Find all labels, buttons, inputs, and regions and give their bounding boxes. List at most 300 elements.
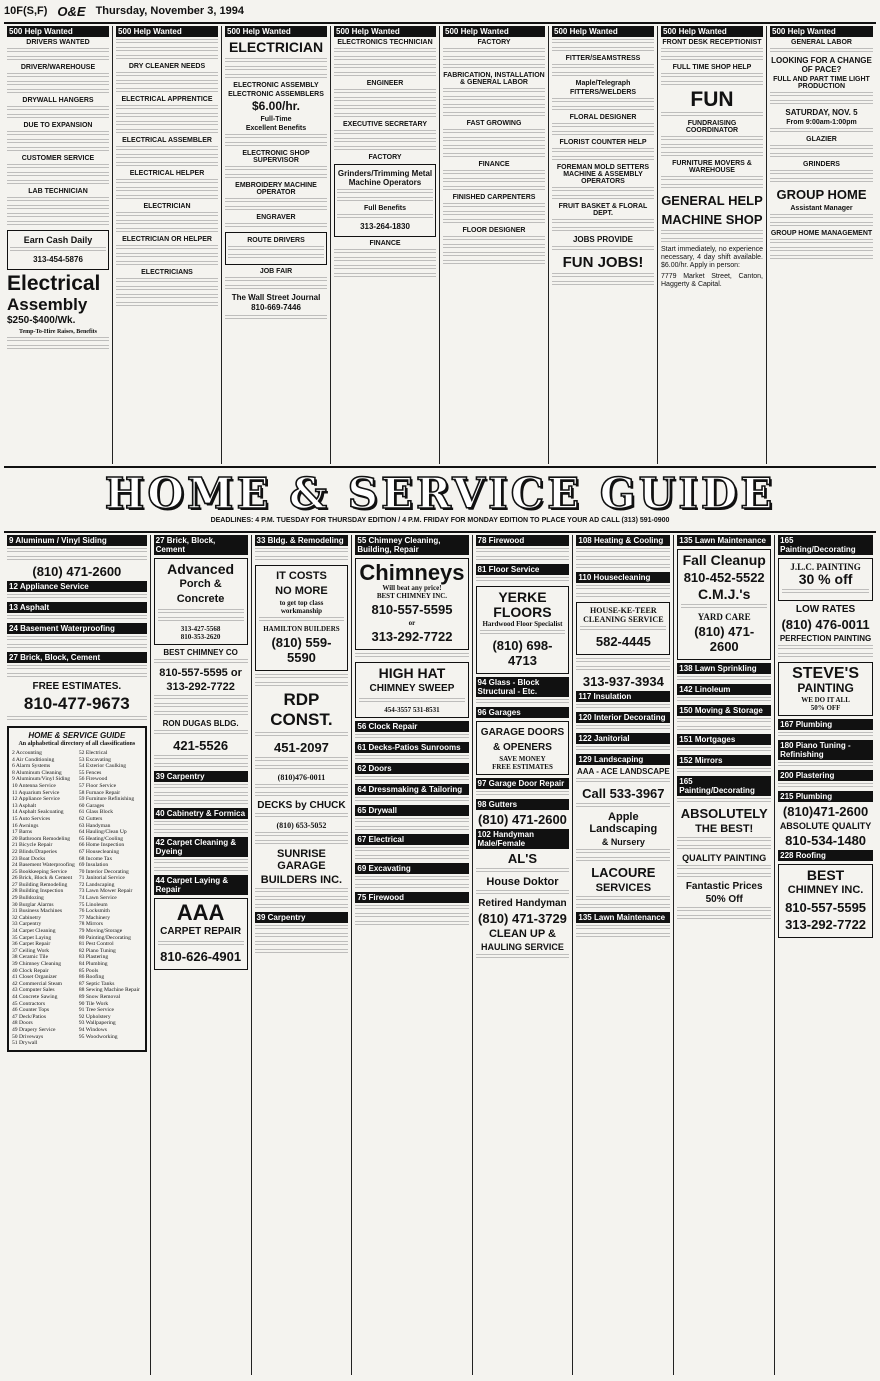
business-name: PAINTING	[797, 681, 854, 695]
ad-title: GLAZIER	[806, 136, 837, 143]
index-entry: 68 Income Tax	[78, 855, 113, 862]
category-header: 96 Garages	[476, 707, 570, 718]
business-name: RDP CONST.	[270, 690, 333, 729]
phone-number: 313-292-7722	[166, 681, 235, 693]
phone-number: 810-353-2620	[180, 633, 221, 641]
ad-title: DRIVER/WAREHOUSE	[20, 64, 96, 71]
category-header: 120 Interior Decorating	[576, 712, 670, 723]
index-entry: 83 Plastering	[78, 954, 109, 961]
index-entry: 38 Ceramic Tile	[12, 954, 49, 961]
index-entry: 30 Burglar Alarms	[12, 901, 54, 908]
category-header: 67 Electrical	[355, 834, 468, 845]
section-header: 500 Help Wanted	[443, 26, 545, 37]
ad-headline: IT COSTS	[276, 570, 327, 582]
service-directory	[4, 535, 876, 1375]
index-entry: 73 Lawn Mower Repair	[78, 888, 133, 895]
index-entry: 79 Moving/Storage	[78, 928, 123, 935]
index-entry: 62 Gutters	[78, 815, 103, 822]
category-header: 75 Firewood	[355, 892, 468, 903]
index-entry: 61 Glass Block	[78, 809, 114, 816]
ad-title: FAST GROWING	[466, 120, 522, 127]
service-column	[473, 535, 574, 1375]
business-name: BEST	[806, 867, 845, 883]
ad-tagline: Hardwood Floor Specialist	[482, 620, 563, 628]
ad-title: DRY CLEANER NEEDS	[128, 63, 206, 70]
index-entry: 23 Boat Docks	[12, 855, 46, 862]
index-entry: 2 Accounting	[12, 750, 42, 756]
business-name: CLEAN UP &	[488, 928, 556, 940]
phone-number: 810-669-7446	[251, 303, 301, 312]
category-header: 165 Painting/Decorating	[677, 776, 771, 796]
index-entry: 11 Aquarium Service	[12, 789, 60, 796]
category-header: 108 Heating & Cooling	[576, 535, 670, 546]
phone-number: 810-557-5595	[785, 900, 867, 915]
help-wanted-column	[4, 26, 113, 464]
phone-number: (810) 653-5052	[276, 821, 327, 830]
index-entry: 52 Electrical	[78, 750, 108, 756]
business-name: YERKE FLOORS	[493, 589, 552, 620]
business-name: SUNRISE GARAGE	[276, 848, 326, 872]
phone-number: 810-477-9673	[23, 694, 130, 713]
category-header: 110 Housecleaning	[576, 572, 670, 583]
index-entry: 41 Closet Organizer	[12, 974, 57, 981]
index-entry: 15 Auto Services	[12, 815, 51, 822]
ad-headline: FUN JOBS!	[562, 254, 644, 271]
ad-title: ELECTRONIC ASSEMBLY	[233, 82, 319, 89]
ad-title: DUE TO EXPANSION	[23, 122, 93, 129]
ad-title: ELECTRONICS TECHNICIAN	[337, 39, 433, 46]
business-name: ABSOLUTELY	[680, 806, 768, 821]
section-header: 500 Help Wanted	[552, 26, 654, 37]
index-entry: 42 Commercial Steam	[12, 980, 63, 987]
business-name: Chimneys	[359, 560, 465, 585]
category-header: 27 Brick, Block, Cement	[7, 652, 147, 663]
index-entry: 28 Building Inspection	[12, 888, 64, 895]
ad-title: GROUP HOME MANAGEMENT	[770, 230, 873, 237]
help-wanted-column	[440, 26, 549, 464]
newspaper-page	[4, 0, 876, 1381]
section-header: 500 Help Wanted	[7, 26, 109, 37]
phone-number: 810-452-5522	[683, 570, 765, 585]
ad-title: ELECTRICAL APPRENTICE	[121, 96, 213, 103]
index-entry: 10 Antenna Service	[12, 782, 56, 789]
service-column	[573, 535, 674, 1375]
ad-title: FLORIST COUNTER HELP	[559, 139, 647, 146]
masthead-rule	[4, 22, 876, 24]
index-entry: 59 Furniture Refinishing	[78, 796, 135, 803]
index-entry: 46 Counter Tops	[12, 1007, 50, 1014]
category-header: 12 Appliance Service	[7, 581, 147, 592]
index-entry: 67 Housecleaning	[78, 848, 120, 855]
phone-number: 313-292-7722	[785, 917, 867, 932]
ad-title: LAB TECHNICIAN	[28, 188, 88, 195]
phone-number: 810-626-4901	[160, 949, 242, 964]
business-name: Advanced	[167, 561, 235, 577]
business-name: C.M.J.'s	[698, 586, 751, 602]
phone-number: (810) 471-2600	[694, 624, 755, 654]
category-header: 13 Asphalt	[7, 602, 147, 613]
ad-title: Grinders/Trimming Metal Machine Operators	[337, 169, 433, 187]
carpet-repair-ad	[154, 898, 248, 970]
business-name: SERVICES	[595, 882, 652, 894]
high-hat-ad	[355, 662, 468, 718]
section-rule	[4, 466, 876, 468]
section-header: 500 Help Wanted	[770, 26, 873, 37]
index-entry: 27 Building Remodeling	[12, 881, 68, 888]
service-column	[352, 535, 472, 1375]
help-wanted-column	[222, 26, 331, 464]
phone-number: Call 533-3967	[582, 786, 665, 801]
business-name: CHIMNEY SWEEP	[369, 683, 455, 694]
chimneys-ad	[355, 558, 468, 650]
service-column	[151, 535, 252, 1375]
category-header: 122 Janitorial	[576, 733, 670, 744]
phone-number: (810) 476-0011	[781, 617, 870, 632]
pay-rate: $250-$400/Wk.	[7, 315, 76, 326]
index-entry: 71 Janitorial Service	[78, 875, 125, 882]
index-entry: 65 Heating/Cooling	[78, 835, 124, 842]
category-header: 228 Roofing	[778, 850, 873, 861]
index-entry: 6 Alarm Systems	[12, 763, 51, 770]
index-entry: 78 Mirrors	[78, 921, 103, 928]
ad-title: ELECTRICAL HELPER	[129, 170, 205, 177]
service-column	[674, 535, 775, 1375]
phone-number: 451-2097	[273, 740, 329, 755]
index-entry: 4 Air Conditioning	[12, 756, 55, 763]
ad-tagline: Temp-To-Hire Raises, Benefits	[19, 329, 97, 335]
index-entry: 48 Doors	[12, 1020, 33, 1027]
index-entry: 53 Excavating	[78, 756, 111, 763]
grinders-ad	[334, 164, 436, 237]
category-header: 98 Gutters	[476, 799, 570, 810]
index-entry: 29 Bulldozing	[12, 895, 44, 902]
phone-number: (810)476-0011	[277, 773, 326, 782]
ad-title: FOREMAN MOLD SETTERS MACHINE & ASSEMBLY OPERATORS	[556, 164, 650, 185]
category-header: 138 Lawn Sprinkling	[677, 663, 771, 674]
ad-title: SATURDAY, NOV. 5	[785, 108, 858, 117]
ad-headline: FREE ESTIMATES.	[32, 681, 122, 692]
index-entry: 63 Handyman	[78, 822, 111, 829]
index-entry: 72 Landscaping	[78, 881, 115, 888]
business-name: Apple Landscaping	[589, 811, 658, 835]
category-header: 39 Carpentry	[255, 912, 349, 923]
ad-title: FACTORY	[368, 154, 402, 161]
help-wanted-column	[767, 26, 876, 464]
phone-number: 582-4445	[595, 634, 651, 649]
phone-number: 313-937-3934	[582, 674, 664, 689]
business-name: HAULING SERVICE	[481, 942, 564, 952]
category-header: 33 Bldg. & Remodeling	[255, 535, 349, 546]
index-entry: 88 Sewing Machine Repair	[78, 987, 140, 994]
guide-deadline: DEADLINES: 4 P.M. TUESDAY FOR THURSDAY EDITION / 4 P.M. FRIDAY FOR MONDAY EDITION TO PLACE YOUR AD CALL (313) 591-0900	[210, 517, 670, 524]
fall-cleanup-ad	[677, 549, 771, 660]
business-name: QUALITY PAINTING	[682, 853, 767, 863]
index-entry: 50 Driveways	[12, 1033, 44, 1040]
guide-title: HOME & SERVICE GUIDE	[104, 469, 776, 518]
phone-number: (810) 471-3729	[478, 911, 567, 926]
category-header: 135 Lawn Maintenance	[677, 535, 771, 546]
ad-address: 7779 Market Street, Canton, Haggerty & Capital.	[661, 273, 763, 288]
index-entry: 51 Drywall	[12, 1040, 38, 1047]
ad-title: FINANCE	[369, 240, 401, 247]
phone-number: (810) 698-4713	[492, 638, 553, 668]
category-header: 215 Plumbing	[778, 791, 873, 802]
ad-tagline: SAVE MONEY	[499, 755, 546, 763]
employer-name: The Wall Street Journal	[231, 293, 321, 302]
index-entry: 14 Asphalt Sealcoating	[12, 809, 64, 816]
help-wanted-column	[331, 26, 440, 464]
ad-headline: Electrical	[7, 272, 101, 295]
index-entry: 69 Insulation	[78, 862, 109, 869]
index-entry: 31 Business Machines	[12, 908, 63, 915]
category-header: 39 Carpentry	[154, 771, 248, 782]
ad-tagline: Will beat any price!	[382, 584, 442, 592]
ad-title: ELECTRICAL ASSEMBLER	[122, 137, 212, 144]
index-entry: 44 Concrete Sawing	[12, 993, 58, 1000]
index-title: HOME & SERVICE GUIDE	[28, 731, 126, 740]
category-header: 56 Clock Repair	[355, 721, 468, 732]
index-entry: 55 Fences	[78, 769, 102, 776]
ad-title: Maple/Telegraph	[575, 80, 631, 87]
route-drivers-ad	[225, 232, 327, 265]
classification-index	[7, 726, 147, 1052]
phone-number: 454-3557 531-8531	[384, 706, 440, 714]
index-entry: 56 Firewood	[78, 776, 108, 783]
phone-number: 313-292-7722	[371, 629, 453, 644]
category-header: 40 Cabinetry & Formica	[154, 808, 248, 819]
index-entry: 91 Tree Service	[78, 1007, 114, 1014]
ad-body: Start immediately, no experience necessary, 4 day shift available. $6.00/hr. Apply in person:	[661, 246, 763, 269]
home-service-guide-banner	[4, 471, 876, 529]
ad-title: Excellent Benefits	[245, 125, 307, 132]
business-name: BEST CHIMNEY INC.	[376, 592, 448, 600]
category-header: 62 Doors	[355, 763, 468, 774]
index-entry: 47 Deck/Patios	[12, 1013, 47, 1020]
ad-title: FRONT DESK RECEPTIONIST	[662, 39, 762, 46]
index-entry: 9 Aluminum/Vinyl Siding	[12, 776, 71, 783]
yerke-floors-ad	[476, 586, 570, 674]
category-header: 64 Dressmaking & Tailoring	[355, 784, 468, 795]
ad-title: ELECTRICIAN OR HELPER	[122, 236, 212, 243]
category-header: 94 Glass - Block Structural - Etc.	[476, 677, 570, 697]
jlc-painting-ad	[778, 558, 873, 601]
earn-cash-ad	[7, 230, 109, 270]
index-entry: 95 Woodworking	[78, 1033, 118, 1040]
connector-text: or	[408, 619, 416, 627]
category-header: 135 Lawn Maintenance	[576, 912, 670, 923]
business-name: STEVE'S	[792, 665, 860, 682]
business-name: Porch & Concrete	[176, 578, 225, 605]
ad-title: FITTER/SEAMSTRESS	[565, 55, 641, 62]
ad-headline: ELECTRICIAN	[228, 39, 324, 55]
index-list	[12, 750, 142, 1047]
business-name: HOUSE-KE-TEER CLEANING SERVICE	[583, 606, 664, 624]
category-header: 78 Firewood	[476, 535, 570, 546]
it-costs-ad	[255, 565, 349, 671]
ad-headline: GROUP HOME	[776, 187, 867, 202]
index-entry: 8 Aluminum Cleaning	[12, 769, 62, 776]
ad-headline: 30 % off	[798, 571, 853, 587]
ad-title: Full-Time	[260, 116, 292, 123]
index-entry: 57 Floor Service	[78, 782, 117, 789]
ad-title: FULL AND PART TIME LIGHT PRODUCTION	[773, 76, 870, 90]
category-header: 24 Basement Waterproofing	[7, 623, 147, 634]
ad-title: FLOOR DESIGNER	[462, 227, 526, 234]
ad-title: GRINDERS	[803, 161, 840, 168]
category-header: 152 Mirrors	[677, 755, 771, 766]
section-header: 500 Help Wanted	[225, 26, 327, 37]
category-header: 151 Mortgages	[677, 734, 771, 745]
index-entry: 21 Bicycle Repair	[12, 842, 53, 849]
ad-headline: MACHINE SHOP	[661, 212, 763, 227]
category-header: 150 Moving & Storage	[677, 705, 771, 716]
help-wanted-column	[113, 26, 222, 464]
category-header: 180 Piano Tuning - Refinishing	[778, 740, 873, 760]
business-name: RON DUGAS BLDG.	[162, 719, 239, 728]
phone-number: 810-534-1480	[785, 833, 867, 848]
section-rule	[4, 531, 876, 533]
phone-number: 313-264-1830	[360, 222, 410, 231]
index-entry: 82 Piano Tuning	[78, 947, 116, 954]
category-header: 142 Linoleum	[677, 684, 771, 695]
help-wanted-section	[4, 26, 876, 464]
index-entry: 84 Plumbing	[78, 961, 108, 967]
business-name: HIGH HAT	[378, 665, 446, 681]
business-name: LACOURE	[591, 865, 656, 880]
ad-title: FUNDRAISING COORDINATOR	[685, 120, 739, 134]
section-header: 500 Help Wanted	[334, 26, 436, 37]
ad-title: FINISHED CARPENTERS	[452, 194, 536, 201]
index-entry: 20 Bathroom Remodeling	[12, 835, 71, 842]
ad-title: EXECUTIVE SECRETARY	[342, 121, 427, 128]
ad-title: Assistant Manager	[790, 205, 853, 212]
business-name: BEST CHIMNEY CO	[163, 648, 238, 657]
category-header: 9 Aluminum / Vinyl Siding	[7, 535, 147, 546]
business-name: GARAGE DOORS & OPENERS	[480, 727, 565, 753]
index-entry: 70 Interior Decorating	[78, 868, 129, 875]
business-name: ABSOLUTE QUALITY	[779, 821, 872, 831]
index-entry: 87 Septic Tanks	[78, 980, 115, 987]
business-name: THE BEST!	[695, 823, 754, 835]
ad-headline: Fantastic Prices	[685, 881, 763, 892]
category-header: 81 Floor Service	[476, 564, 570, 575]
ad-headline: FUN	[690, 88, 734, 111]
electrical-assembly-ad	[7, 273, 109, 351]
ad-title: JOB FAIR	[259, 268, 293, 275]
index-entry: 80 Painting/Decorating	[78, 934, 131, 941]
index-entry: 75 Linoleum	[78, 901, 108, 908]
ad-title: FINANCE	[478, 161, 510, 168]
index-entry: 35 Carpet Laying	[12, 934, 52, 941]
advanced-porch-ad	[154, 558, 248, 645]
index-entry: 40 Clock Repair	[12, 967, 49, 974]
index-entry: 37 Ceiling Work	[12, 947, 50, 954]
service-column	[775, 535, 876, 1375]
ad-title: Full Benefits	[363, 205, 406, 212]
category-header: 129 Landscaping	[576, 754, 670, 765]
ad-title: FULL TIME SHOP HELP	[672, 64, 752, 71]
business-name: HAMILTON BUILDERS	[263, 625, 340, 633]
ad-tagline: FREE ESTIMATES	[492, 763, 553, 771]
index-entry: 17 Barns	[12, 829, 33, 836]
index-entry: 39 Chimney Cleaning	[12, 961, 62, 967]
index-entry: 76 Locksmith	[78, 908, 110, 915]
index-entry: 86 Roofing	[78, 974, 105, 981]
business-name: & Nursery	[601, 837, 645, 847]
phone-number: (810) 471-2600	[478, 812, 567, 827]
pay-rate: $6.00/hr.	[251, 99, 301, 113]
category-header: 97 Garage Door Repair	[476, 778, 570, 789]
category-header: 65 Drywall	[355, 805, 468, 816]
index-entry: 66 Home Inspection	[78, 842, 125, 849]
ad-title: DRIVERS WANTED	[26, 39, 90, 46]
ad-title: JOBS PROVIDE	[572, 235, 633, 244]
category-header: 42 Carpet Cleaning & Dyeing	[154, 837, 248, 857]
index-entry: 33 Carpentry	[12, 921, 42, 928]
ad-title: FLORAL DESIGNER	[569, 114, 637, 121]
business-name: CHIMNEY INC.	[787, 884, 864, 896]
business-name: YARD CARE	[697, 612, 751, 622]
index-entry: 90 Tile Work	[78, 1000, 109, 1007]
ad-title: CUSTOMER SERVICE	[21, 155, 95, 162]
paper-name: O&E	[57, 3, 86, 19]
ad-tagline: to get top class workmanship	[279, 599, 324, 615]
earn-cash-title: Earn Cash Daily	[23, 235, 93, 245]
ad-tagline: WE DO IT ALL	[801, 696, 850, 704]
phone-number: (810)471-2600	[782, 804, 869, 819]
best-chimney-ad	[778, 864, 873, 938]
index-entry: 92 Upholstery	[78, 1013, 111, 1020]
ad-title: DRYWALL HANGERS	[22, 97, 94, 104]
index-entry: 81 Pest Control	[78, 941, 114, 948]
index-entry: 43 Computer Sales	[12, 987, 55, 994]
index-entry: 34 Carpet Cleaning	[12, 928, 56, 935]
business-name: BUILDERS INC.	[260, 874, 343, 886]
ad-title: FURNITURE MOVERS & WAREHOUSE	[672, 160, 752, 174]
ad-title: ELECTRICIANS	[141, 269, 193, 276]
help-wanted-column	[658, 26, 767, 464]
masthead	[4, 2, 876, 20]
business-name: AAA - ACE LANDSCAPE	[576, 767, 670, 776]
index-entry: 45 Contractors	[12, 1000, 46, 1007]
index-entry: 12 Appliance Service	[12, 796, 60, 803]
ad-title: ELECTRONIC ASSEMBLERS	[228, 91, 324, 98]
ad-headline: Assembly	[7, 295, 88, 314]
ad-headline: GENERAL HELP	[661, 193, 763, 208]
general-help-ad	[661, 192, 763, 289]
index-entry: 85 Pools	[78, 967, 99, 974]
phone-number: 810-557-5595	[371, 602, 453, 617]
ad-title: FABRICATION, INSTALLATION & GENERAL LABOR	[443, 72, 545, 86]
index-entry: 32 Cabinetry	[12, 914, 42, 921]
index-entry: 89 Snow Removal	[78, 993, 121, 1000]
help-wanted-column	[549, 26, 658, 464]
publication-date: Thursday, November 3, 1994	[95, 5, 244, 17]
ad-title: ROUTE DRIVERS	[247, 237, 305, 244]
category-header: 102 Handyman Male/Female	[476, 829, 570, 849]
index-entry: 94 Windows	[78, 1026, 107, 1033]
steves-painting-ad	[778, 662, 873, 716]
phone-number: (810) 471-2600	[32, 564, 122, 579]
category-header: 167 Plumbing	[778, 719, 873, 730]
category-header: 69 Excavating	[355, 863, 468, 874]
ad-title: FRUIT BASKET & FLORAL DEPT.	[558, 203, 648, 217]
ad-title: FACTORY	[477, 39, 511, 46]
business-name: AAA	[176, 900, 225, 925]
ad-title: From 9:00am-1:00pm	[786, 119, 857, 126]
section-header: 500 Help Wanted	[661, 26, 763, 37]
service-column	[4, 535, 151, 1375]
